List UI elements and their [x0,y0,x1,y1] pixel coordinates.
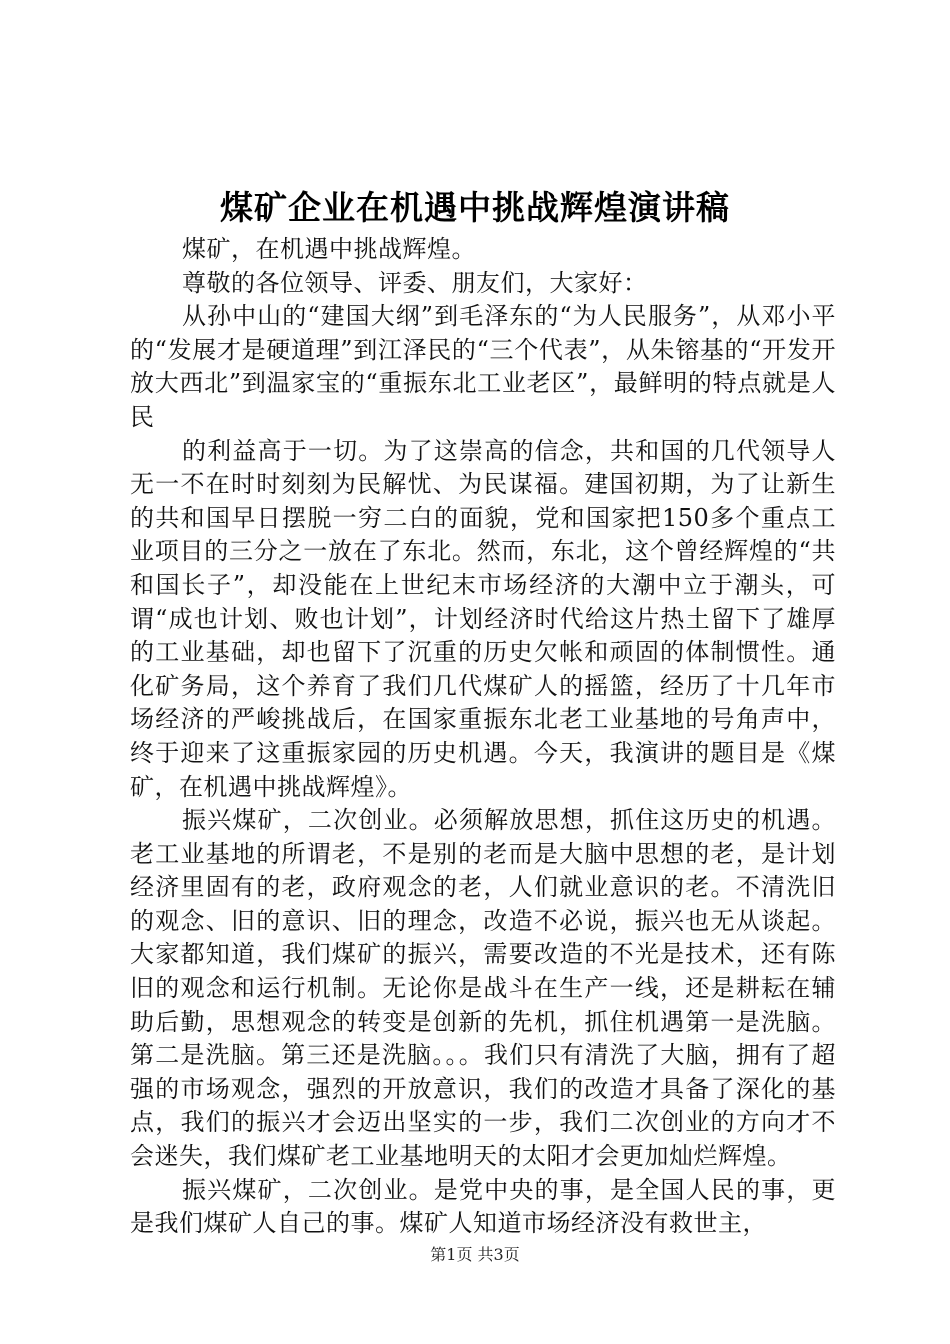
paragraph: 尊敬的各位领导、评委、朋友们，大家好： [182,268,648,297]
paragraph: 振兴煤矿，二次创业。是党中央的事，是全国人民的事，更是我们煤矿人自己的事。煤矿人知道市场经济没有救世主， [130,1175,836,1238]
page-number-footer: 第1页 共3页 [430,1245,520,1264]
document-title: 煤矿企业在机遇中挑战辉煌演讲稿 [220,188,730,227]
document-body [130,233,836,1241]
paragraph: 煤矿，在机遇中挑战辉煌。 [182,235,476,263]
paragraph: 的利益高于一切。为了这崇高的信念，共和国的几代领导人无一不在时时刻刻为民解忧、为民谋福。建国初期，为了让新生的共和国早日摆脱一穷二白的面貌，党和国家把150多个重点工业项目的三分之一放在了东北。然而，东北，这个曾经辉煌的“共和国长子”，却没能在上世纪末市场经济的大潮中立于潮头，可谓“成也计划、败也计划”，计划经济时代给这片热土留下了雄厚的工业基础，却也留下了沉重的历史欠帐和顽固的体制惯性。通化矿务局，这个养育了我们几代煤矿人的摇篮，经历了十几年市场经济的严峻挑战后，在国家重振东北老工业基地的号角声中，终于迎来了这重振家园的历史机遇。今天，我演讲的题目是《煤矿，在机遇中挑战辉煌》。 [130,436,836,801]
paragraph: 从孙中山的“建国大纲”到毛泽东的“为人民服务”，从邓小平的“发展才是硬道理”到江泽民的“三个代表”，从朱镕基的“开发开放大西北”到温家宝的“重振东北工业老区”，最鲜明的特点就是人民 [130,302,836,431]
paragraph: 振兴煤矿，二次创业。必须解放思想，抓住这历史的机遇。老工业基地的所谓老，不是别的老而是大脑中思想的老，是计划经济里固有的老，政府观念的老，人们就业意识的老。不清洗旧的观念、旧的意识、旧的理念，改造不必说，振兴也无从谈起。大家都知道，我们煤矿的振兴，需要改造的不光是技术，还有陈旧的观念和运行机制。无论你是战斗在生产一线，还是耕耘在辅助后勤，思想观念的转变是创新的先机，抓住机遇第一是洗脑。第二是洗脑。第三还是洗脑。。。我们只有清洗了大脑，拥有了超强的市场观念，强烈的开放意识，我们的改造才具备了深化的基点，我们的振兴才会迈出坚实的一步，我们二次创业的方向才不会迷失，我们煤矿老工业基地明天的太阳才会更加灿烂辉煌。 [130,806,836,1171]
